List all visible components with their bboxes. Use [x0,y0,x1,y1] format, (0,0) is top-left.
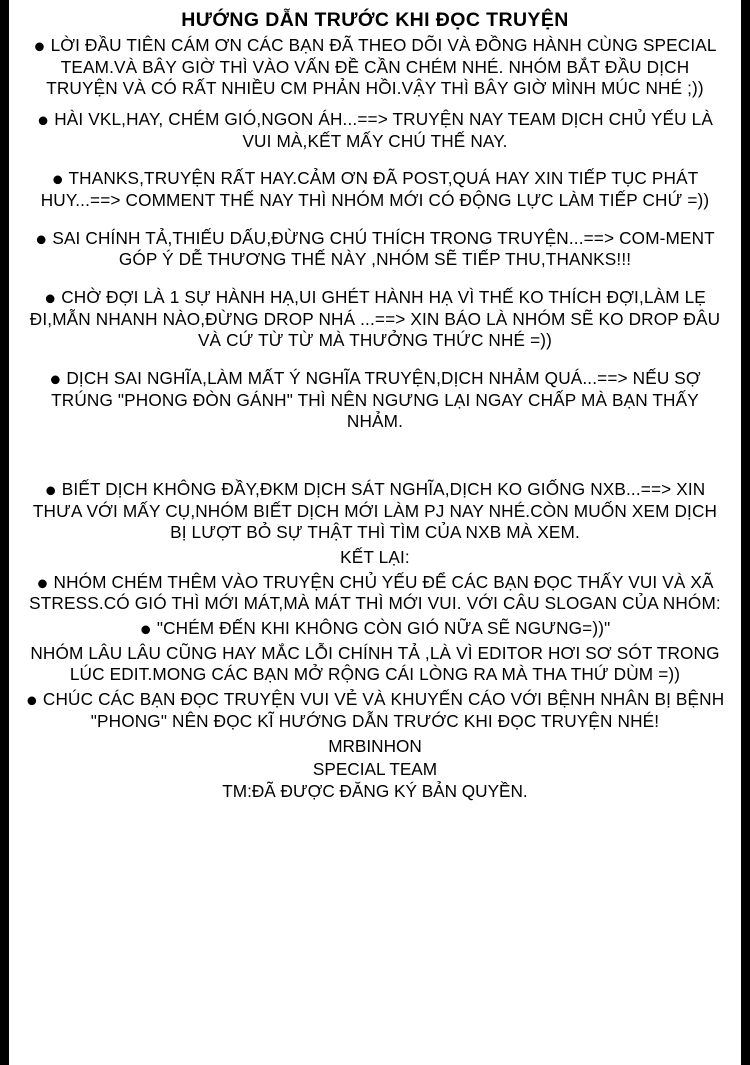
paragraph-5 [23,287,727,352]
paragraph-3 [23,168,727,211]
paragraph-9 [23,572,727,615]
paragraph-text: SAI CHÍNH TẢ,THIẾU DẤU,ĐỪNG CHÚ THÍCH TRONG TRUYỆN...==> COM-MENT GÓP Ý DỄ THƯƠNG THẾ NÀY ,NHÓM SẼ TIẾP THU,THANKS!!! [52,227,715,270]
bullet-icon: ● [35,227,48,250]
page-border-left [0,0,9,1065]
paragraph-7 [23,479,727,544]
paragraph-12 [23,689,727,732]
paragraph-10 [23,618,727,640]
paragraph-text: HÀI VKL,HAY, CHÉM GIÓ,NGON ÁH...==> TRUYỆN NAY TEAM DỊCH CHỦ YẾU LÀ VUI MÀ,KẾT MẤY CHÚ THẾ NAY. [54,108,713,151]
bullet-icon: ● [51,168,64,191]
paragraph-1 [23,35,727,100]
signature-author: MRBINHON [328,736,422,757]
signature-note: TM:ĐÃ ĐƯỢC ĐĂNG KÝ BẢN QUYỀN. [222,781,528,802]
signature-team: SPECIAL TEAM [312,758,438,779]
bullet-icon: ● [25,689,38,712]
paragraph-text: DỊCH SAI NGHĨA,LÀM MẤT Ý NGHĨA TRUYỆN,DỊCH NHẢM QUÁ...==> NẾU SỢ TRÚNG "PHONG ĐÒN GÁNH" THÌ NÊN NGƯNG LẠI NGAY CHẤP MÀ BẠN THẤY NHẢM. [51,367,701,432]
paragraph-text: NHÓM LÂU LÂU CŨNG HAY MẮC LỖI CHÍNH TẢ ,LÀ VÌ EDITOR HƠI SƠ SÓT TRONG LÚC EDIT.MONG CÁC BẠN MỞ RỘNG CÁI LÒNG RA MÀ THA THỨ DÙM =)) [30,642,720,685]
paragraph-8 [23,547,727,569]
paragraph-text: CHÚC CÁC BẠN ĐỌC TRUYỆN VUI VẺ VÀ KHUYẾN CÁO VỚI BỆNH NHÂN BỊ BỆNH "PHONG" NÊN ĐỌC KĨ HƯỚNG DẪN TRƯỚC KHI ĐỌC TRUYỆN NHÉ! [42,688,725,731]
paragraph-text: "CHÉM ĐẾN KHI KHÔNG CÒN GIÓ NỮA SẼ NGƯNG=))" [156,617,611,638]
paragraph-text: THANKS,TRUYỆN RẤT HAY.CẢM ƠN ĐÃ POST,QUÁ HAY XIN TIẾP TỤC PHÁT HUY...==> COMMENT THẾ NAY THÌ NHÓM MỚI CÓ ĐỘNG LỰC LÀM TIẾP CHỨ =)) [40,168,710,210]
bullet-icon: ● [33,35,46,58]
paragraph-6 [23,368,727,433]
bullet-icon: ● [44,479,57,502]
paragraph-2 [23,109,727,152]
paragraph-text: LỜI ĐẦU TIÊN CÁM ƠN CÁC BẠN ĐÃ THEO DÕI VÀ ĐỒNG HÀNH CÙNG SPECIAL TEAM.VÀ BÂY GIỜ THÌ VÀO VẤN ĐỀ CẦN CHÉM NHÉ. NHÓM BẮT ĐẦU DỊCH TRUYỆN VÀ CÓ RẤT NHIỀU CM PHẢN HỒI.VẬY THÌ BÂY GIỜ MÌNH MÚC NHÉ ;)) [46,34,717,99]
paragraph-text: NHÓM CHÉM THÊM VÀO TRUYỆN CHỦ YẾU ĐỂ CÁC BẠN ĐỌC THẤY VUI VÀ XÃ STRESS.CÓ GIÓ THÌ MỚI MÁT,MÀ MÁT THÌ MỚI VUI. VỚI CÂU SLOGAN CỦA NHÓM: [29,571,721,614]
page-content [9,0,741,1065]
page-border-right [741,0,750,1065]
paragraph-text: KẾT LẠI: [340,546,410,567]
paragraph-11 [23,643,727,686]
bullet-icon: ● [49,368,62,391]
bullet-icon: ● [37,109,50,132]
paragraph-text: BIẾT DỊCH KHÔNG ĐẦY,ĐKM DỊCH SÁT NGHĨA,DỊCH KO GIỐNG NXB...==> XIN THƯA VỚI MẤY CỤ,NHÓM BIẾT DỊCH MỚI LÀM PJ NAY NHÉ.CÒN MUỐN XEM DỊCH BỊ LƯỢT BỎ SỰ THẬT THÌ TÌM CỦA NXB MÀ XEM. [32,478,718,543]
bullet-icon: ● [36,572,49,595]
page-title: HƯỚNG DẪN TRƯỚC KHI ĐỌC TRUYỆN [181,9,569,31]
bullet-icon: ● [139,618,152,641]
paragraph-text: CHỜ ĐỢI LÀ 1 SỰ HÀNH HẠ,UI GHÉT HÀNH HẠ VÌ THẾ KO THÍCH ĐỢI,LÀM LẸ ĐI,MẪN NHANH NÀO,ĐỪNG DROP NHÁ ...==> XIN BÁO LÀ NHÓM SẼ KO DROP ĐÂU VÀ CỨ TỪ TỪ MÀ THƯỞNG THỨC NHÉ =)) [29,286,721,351]
bullet-icon: ● [44,287,57,310]
paragraph-4 [23,228,727,271]
